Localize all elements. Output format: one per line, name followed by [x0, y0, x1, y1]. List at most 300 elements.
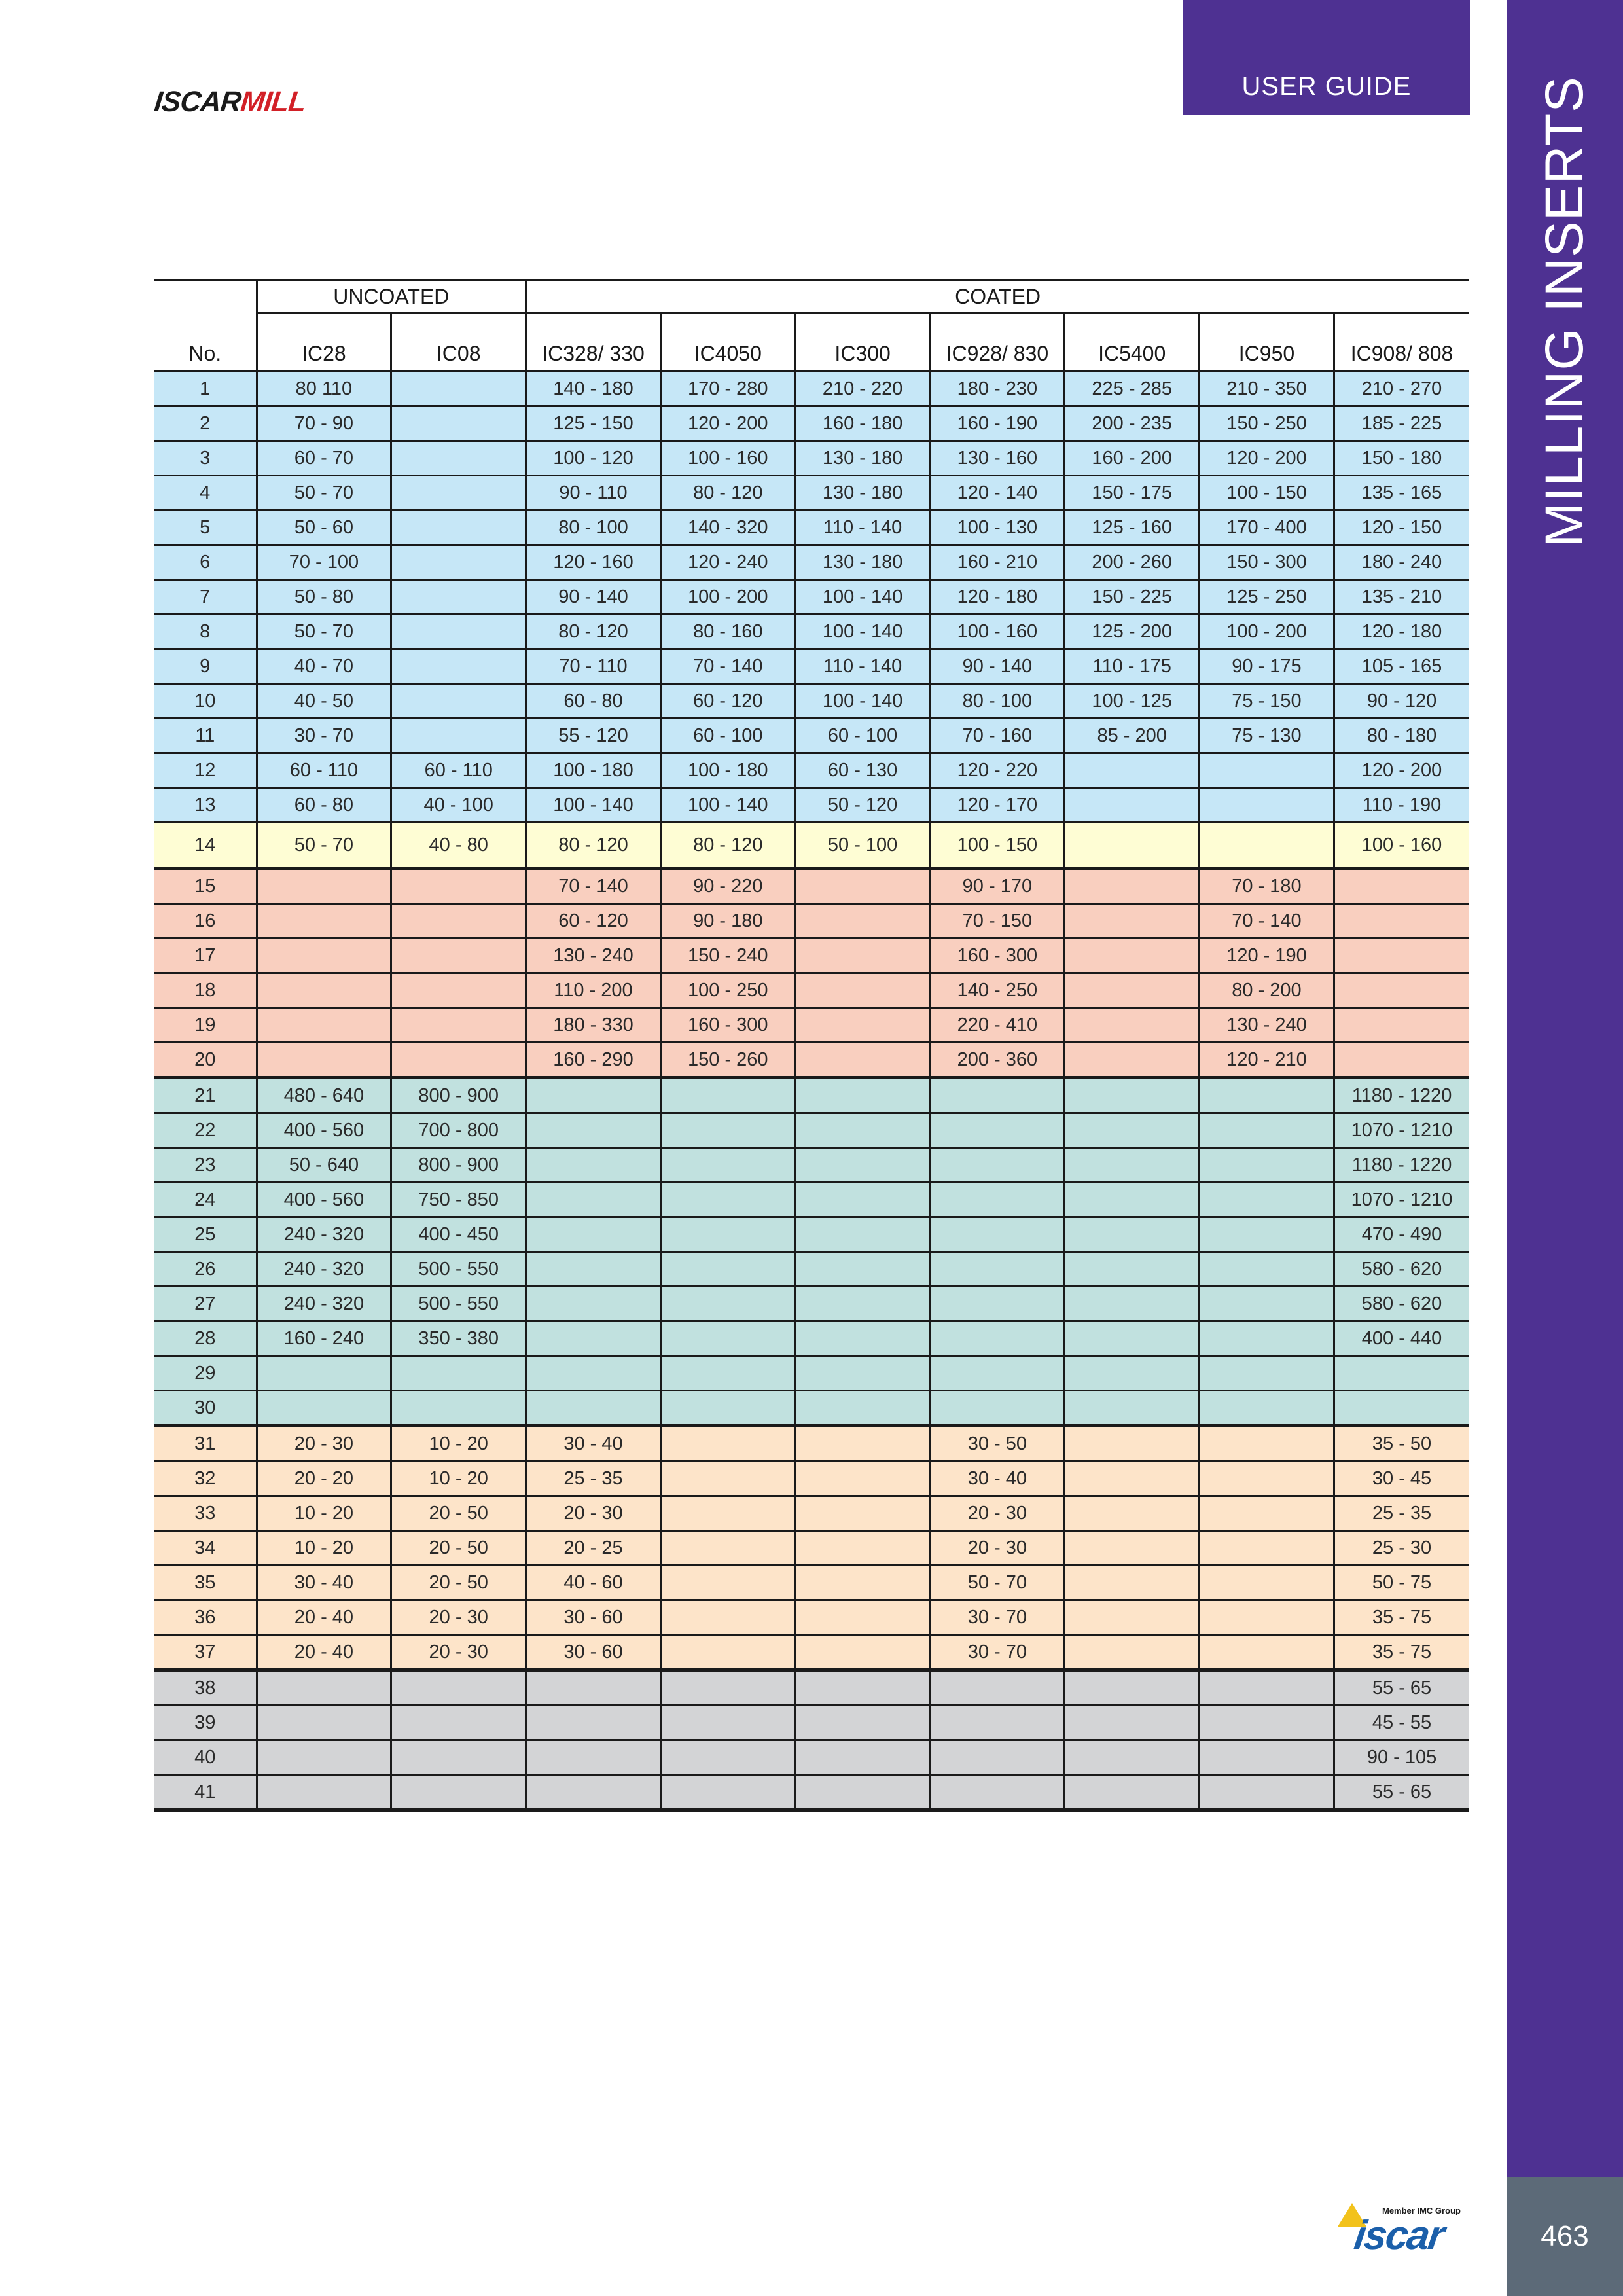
speed-range-cell: 580 - 620 [1334, 1252, 1469, 1287]
speed-range-cell: 150 - 175 [1065, 476, 1200, 511]
row-number-cell: 24 [154, 1183, 257, 1217]
speed-range-cell: 60 - 120 [526, 904, 661, 939]
speed-range-cell: 100 - 130 [930, 511, 1065, 545]
speed-range-cell: 30 - 70 [930, 1600, 1065, 1635]
speed-range-cell [795, 1008, 930, 1043]
speed-range-cell: 30 - 50 [930, 1426, 1065, 1462]
speed-range-cell: 110 - 140 [795, 649, 930, 684]
speed-range-cell: 160 - 190 [930, 406, 1065, 441]
row-number-cell: 13 [154, 788, 257, 823]
row-number-cell: 28 [154, 1321, 257, 1356]
row-number-cell: 1 [154, 371, 257, 406]
speed-range-cell: 80 - 120 [526, 615, 661, 649]
speed-range-cell: 90 - 140 [526, 580, 661, 615]
table-row [154, 823, 1469, 869]
member-imc-text: Member IMC Group [1382, 2206, 1461, 2215]
speed-range-cell [795, 1775, 930, 1810]
row-number-cell: 34 [154, 1531, 257, 1566]
row-number-cell: 2 [154, 406, 257, 441]
speed-range-cell [1065, 1496, 1200, 1531]
speed-range-cell: 10 - 20 [391, 1426, 526, 1462]
speed-range-cell: 100 - 180 [660, 753, 795, 788]
speed-range-cell: 125 - 160 [1065, 511, 1200, 545]
speed-range-cell [391, 649, 526, 684]
speed-range-cell [660, 1740, 795, 1775]
speed-range-cell: 50 - 70 [257, 823, 391, 869]
row-number-cell: 26 [154, 1252, 257, 1287]
speed-range-cell [391, 1391, 526, 1426]
table-row [154, 1462, 1469, 1496]
speed-range-cell: 130 - 180 [795, 545, 930, 580]
sidebar-title-box [1507, 0, 1623, 547]
speed-range-cell [1200, 1078, 1334, 1113]
speed-range-cell: 140 - 180 [526, 371, 661, 406]
speed-range-cell [391, 904, 526, 939]
speed-range-cell: 120 - 220 [930, 753, 1065, 788]
speed-range-cell [1200, 1566, 1334, 1600]
speed-range-cell [795, 1113, 930, 1148]
speed-range-cell [1200, 1321, 1334, 1356]
speed-range-cell [930, 1321, 1065, 1356]
speed-range-cell [391, 545, 526, 580]
speed-range-cell [1200, 1670, 1334, 1706]
speed-range-cell: 50 - 60 [257, 511, 391, 545]
speed-range-cell: 70 - 160 [930, 719, 1065, 753]
speed-range-cell: 135 - 165 [1334, 476, 1469, 511]
speed-range-cell: 135 - 210 [1334, 580, 1469, 615]
column-header-grade: IC300 [795, 313, 930, 372]
speed-range-cell: 100 - 140 [526, 788, 661, 823]
speed-range-cell [660, 1183, 795, 1217]
speed-range-cell [795, 973, 930, 1008]
speed-range-cell [1065, 1775, 1200, 1810]
column-header-grade: IC328/ 330 [526, 313, 661, 372]
speed-range-cell: 100 - 160 [660, 441, 795, 476]
speed-range-cell [660, 1321, 795, 1356]
speed-range-cell [1200, 1391, 1334, 1426]
speed-range-cell: 10 - 20 [391, 1462, 526, 1496]
speed-range-cell [930, 1148, 1065, 1183]
speed-range-cell [660, 1078, 795, 1113]
speed-range-cell: 90 - 175 [1200, 649, 1334, 684]
speed-range-cell [1200, 788, 1334, 823]
speed-range-cell [795, 1600, 930, 1635]
speed-range-cell: 70 - 90 [257, 406, 391, 441]
speed-range-cell: 120 - 200 [660, 406, 795, 441]
speed-range-cell [1200, 1426, 1334, 1462]
speed-range-cell [1200, 1600, 1334, 1635]
speed-range-cell: 750 - 850 [391, 1183, 526, 1217]
speed-range-cell [526, 1321, 661, 1356]
speed-range-cell [795, 1183, 930, 1217]
speed-range-cell [1065, 1008, 1200, 1043]
speed-range-cell: 20 - 50 [391, 1496, 526, 1531]
speed-range-cell [1065, 869, 1200, 904]
speed-range-cell: 80 - 100 [526, 511, 661, 545]
speed-range-cell: 30 - 70 [257, 719, 391, 753]
table-row [154, 1008, 1469, 1043]
speed-range-cell [660, 1252, 795, 1287]
speed-range-cell [1065, 1740, 1200, 1775]
row-number-cell: 16 [154, 904, 257, 939]
speed-range-cell [1065, 1391, 1200, 1426]
speed-range-cell [795, 1740, 930, 1775]
speed-range-cell [1200, 1462, 1334, 1496]
speed-range-cell: 180 - 230 [930, 371, 1065, 406]
speed-range-cell: 30 - 40 [257, 1566, 391, 1600]
speed-range-cell: 110 - 140 [795, 511, 930, 545]
speed-range-cell: 80 - 100 [930, 684, 1065, 719]
row-number-cell: 11 [154, 719, 257, 753]
speed-range-cell [1334, 904, 1469, 939]
speed-range-cell [930, 1078, 1065, 1113]
row-number-cell: 21 [154, 1078, 257, 1113]
table-row [154, 1321, 1469, 1356]
speed-range-cell: 100 - 160 [1334, 823, 1469, 869]
speed-range-cell: 30 - 45 [1334, 1462, 1469, 1496]
row-number-cell: 30 [154, 1391, 257, 1426]
speed-range-cell [1200, 1740, 1334, 1775]
speed-range-cell [1065, 1148, 1200, 1183]
speed-range-cell [391, 511, 526, 545]
speed-range-cell [930, 1183, 1065, 1217]
speed-range-cell: 20 - 30 [257, 1426, 391, 1462]
speed-range-cell: 120 - 180 [930, 580, 1065, 615]
speed-range-cell [660, 1706, 795, 1740]
group-header-row [154, 280, 1469, 313]
table-row [154, 1148, 1469, 1183]
speed-range-cell: 1180 - 1220 [1334, 1148, 1469, 1183]
speed-range-cell [1065, 1426, 1200, 1462]
speed-range-cell: 90 - 170 [930, 869, 1065, 904]
table-row [154, 371, 1469, 406]
speed-range-cell: 70 - 140 [1200, 904, 1334, 939]
speed-range-cell: 35 - 75 [1334, 1635, 1469, 1670]
speed-range-cell [660, 1148, 795, 1183]
user-guide-tab [1183, 0, 1470, 115]
speed-range-cell [391, 1043, 526, 1078]
table-row [154, 1287, 1469, 1321]
speed-range-cell [391, 684, 526, 719]
speed-range-cell: 100 - 180 [526, 753, 661, 788]
speed-range-cell [1065, 1252, 1200, 1287]
speed-range-cell: 170 - 400 [1200, 511, 1334, 545]
speed-range-cell: 210 - 270 [1334, 371, 1469, 406]
speed-range-cell [391, 615, 526, 649]
speed-range-cell [1065, 753, 1200, 788]
speed-range-cell: 150 - 260 [660, 1043, 795, 1078]
iscar-brand-logo: iscar [1351, 2213, 1446, 2258]
column-header-grade: IC28 [257, 313, 391, 372]
speed-range-cell [1065, 1531, 1200, 1566]
speed-range-cell [1065, 1321, 1200, 1356]
row-number-cell: 6 [154, 545, 257, 580]
speed-range-cell: 120 - 200 [1334, 753, 1469, 788]
speed-range-cell: 70 - 150 [930, 904, 1065, 939]
column-header-grade: IC908/ 808 [1334, 313, 1469, 372]
row-number-cell: 19 [154, 1008, 257, 1043]
speed-range-cell: 100 - 125 [1065, 684, 1200, 719]
speed-range-cell: 1070 - 1210 [1334, 1113, 1469, 1148]
speed-range-cell: 120 - 160 [526, 545, 661, 580]
speed-range-cell: 140 - 250 [930, 973, 1065, 1008]
table-row [154, 1706, 1469, 1740]
speed-range-cell: 120 - 200 [1200, 441, 1334, 476]
speed-range-cell: 70 - 140 [660, 649, 795, 684]
speed-range-cell [1200, 823, 1334, 869]
speed-range-cell: 160 - 290 [526, 1043, 661, 1078]
row-number-cell: 33 [154, 1496, 257, 1531]
speed-range-cell [1065, 1462, 1200, 1496]
speed-range-cell [930, 1740, 1065, 1775]
speed-range-cell [391, 869, 526, 904]
speed-range-cell [526, 1287, 661, 1321]
speed-range-cell [257, 1356, 391, 1391]
speed-range-cell: 50 - 70 [257, 615, 391, 649]
speed-range-cell [391, 1775, 526, 1810]
speed-range-cell: 80 - 120 [660, 823, 795, 869]
speed-range-cell [257, 904, 391, 939]
speed-range-cell [526, 1183, 661, 1217]
speed-range-cell: 120 - 190 [1200, 939, 1334, 973]
speed-range-cell: 90 - 110 [526, 476, 661, 511]
row-number-cell: 4 [154, 476, 257, 511]
speed-range-cell: 55 - 65 [1334, 1670, 1469, 1706]
table-row [154, 904, 1469, 939]
speed-range-cell [1334, 939, 1469, 973]
speed-range-cell: 130 - 240 [526, 939, 661, 973]
table-row [154, 545, 1469, 580]
table-row [154, 1635, 1469, 1670]
speed-range-cell: 60 - 100 [795, 719, 930, 753]
speed-range-cell [795, 904, 930, 939]
speed-range-cell: 100 - 140 [795, 684, 930, 719]
speed-range-cell [391, 580, 526, 615]
speed-range-cell [1200, 753, 1334, 788]
speed-range-cell: 20 - 50 [391, 1566, 526, 1600]
speed-range-cell: 80 - 200 [1200, 973, 1334, 1008]
speed-range-cell: 100 - 150 [930, 823, 1065, 869]
speed-range-cell [795, 1566, 930, 1600]
speed-range-cell [1065, 1078, 1200, 1113]
group-header-coated: COATED [526, 280, 1469, 313]
speed-range-cell: 400 - 450 [391, 1217, 526, 1252]
speed-range-cell: 1180 - 1220 [1334, 1078, 1469, 1113]
speed-range-cell: 100 - 120 [526, 441, 661, 476]
speed-range-cell: 90 - 180 [660, 904, 795, 939]
group-header-blank [154, 280, 257, 313]
sidebar-title: MILLING INSERTS [1535, 76, 1594, 547]
speed-range-cell: 160 - 200 [1065, 441, 1200, 476]
table-row [154, 406, 1469, 441]
speed-range-cell: 125 - 150 [526, 406, 661, 441]
row-number-cell: 41 [154, 1775, 257, 1810]
speed-range-cell: 480 - 640 [257, 1078, 391, 1113]
speed-range-cell [930, 1775, 1065, 1810]
speed-range-cell [1200, 1531, 1334, 1566]
speed-range-cell: 40 - 80 [391, 823, 526, 869]
speed-range-cell: 210 - 350 [1200, 371, 1334, 406]
speed-range-cell: 80 - 120 [526, 823, 661, 869]
row-number-cell: 18 [154, 973, 257, 1008]
speed-range-cell [391, 406, 526, 441]
speed-range-cell [795, 869, 930, 904]
table-body [154, 371, 1469, 1810]
speed-range-cell [660, 1566, 795, 1600]
row-number-cell: 32 [154, 1462, 257, 1496]
speed-range-cell: 350 - 380 [391, 1321, 526, 1356]
speed-range-cell [1200, 1252, 1334, 1287]
speed-range-cell: 580 - 620 [1334, 1287, 1469, 1321]
speed-range-cell: 35 - 50 [1334, 1426, 1469, 1462]
speed-range-cell [1065, 1566, 1200, 1600]
speed-range-cell: 100 - 140 [660, 788, 795, 823]
speed-range-cell: 90 - 140 [930, 649, 1065, 684]
table-row [154, 476, 1469, 511]
speed-range-cell: 80 110 [257, 371, 391, 406]
speed-range-cell: 180 - 330 [526, 1008, 661, 1043]
speed-range-cell: 500 - 550 [391, 1252, 526, 1287]
speed-range-cell: 90 - 105 [1334, 1740, 1469, 1775]
speed-range-cell: 55 - 120 [526, 719, 661, 753]
speed-range-cell: 20 - 30 [930, 1531, 1065, 1566]
speed-range-cell [795, 1670, 930, 1706]
speed-range-cell [660, 1775, 795, 1810]
row-number-cell: 23 [154, 1148, 257, 1183]
speed-range-cell: 100 - 150 [1200, 476, 1334, 511]
row-number-cell: 5 [154, 511, 257, 545]
speed-range-cell [391, 441, 526, 476]
row-number-cell: 29 [154, 1356, 257, 1391]
table-row [154, 1252, 1469, 1287]
speed-range-cell: 160 - 300 [660, 1008, 795, 1043]
speed-range-cell: 80 - 180 [1334, 719, 1469, 753]
speed-range-cell [660, 1531, 795, 1566]
speed-range-cell: 120 - 210 [1200, 1043, 1334, 1078]
row-number-cell: 27 [154, 1287, 257, 1321]
speed-range-cell [1200, 1706, 1334, 1740]
speed-range-cell: 50 - 120 [795, 788, 930, 823]
speed-range-cell [1065, 904, 1200, 939]
speed-range-cell: 130 - 180 [795, 476, 930, 511]
speed-range-cell: 240 - 320 [257, 1287, 391, 1321]
speed-range-cell [257, 1008, 391, 1043]
speed-range-cell: 70 - 140 [526, 869, 661, 904]
row-number-cell: 8 [154, 615, 257, 649]
speed-range-cell [1334, 973, 1469, 1008]
speed-range-cell [257, 1670, 391, 1706]
speed-range-cell [660, 1462, 795, 1496]
speed-range-cell [391, 973, 526, 1008]
speed-range-cell: 70 - 100 [257, 545, 391, 580]
speed-range-cell: 160 - 210 [930, 545, 1065, 580]
row-number-cell: 31 [154, 1426, 257, 1462]
table-row [154, 580, 1469, 615]
speed-range-cell [795, 1252, 930, 1287]
row-number-cell: 39 [154, 1706, 257, 1740]
speed-range-cell [1065, 1043, 1200, 1078]
speed-range-cell: 60 - 100 [660, 719, 795, 753]
speed-range-cell: 100 - 250 [660, 973, 795, 1008]
speed-range-cell [391, 1670, 526, 1706]
speed-range-cell: 70 - 110 [526, 649, 661, 684]
speed-range-cell: 90 - 120 [1334, 684, 1469, 719]
speed-range-cell: 150 - 180 [1334, 441, 1469, 476]
speed-range-cell [1200, 1496, 1334, 1531]
speed-range-cell: 20 - 50 [391, 1531, 526, 1566]
speed-range-cell: 400 - 560 [257, 1183, 391, 1217]
speed-range-cell: 55 - 65 [1334, 1775, 1469, 1810]
speed-range-cell: 1070 - 1210 [1334, 1183, 1469, 1217]
table-row [154, 615, 1469, 649]
speed-range-cell [391, 939, 526, 973]
speed-range-cell [795, 1217, 930, 1252]
speed-range-cell: 130 - 160 [930, 441, 1065, 476]
speed-range-cell [391, 476, 526, 511]
speed-range-cell [257, 1391, 391, 1426]
speed-range-cell [660, 1356, 795, 1391]
speed-range-cell: 140 - 320 [660, 511, 795, 545]
speed-range-cell: 120 - 170 [930, 788, 1065, 823]
row-number-cell: 38 [154, 1670, 257, 1706]
speed-range-cell [930, 1113, 1065, 1148]
speed-range-cell: 50 - 70 [257, 476, 391, 511]
speed-range-cell: 160 - 180 [795, 406, 930, 441]
table-row [154, 788, 1469, 823]
speed-range-cell: 240 - 320 [257, 1217, 391, 1252]
speed-range-cell: 30 - 40 [930, 1462, 1065, 1496]
speed-range-cell [660, 1391, 795, 1426]
logo-part-mill: MILL [239, 86, 308, 118]
table-row [154, 1113, 1469, 1148]
table-row [154, 869, 1469, 904]
speed-range-cell: 800 - 900 [391, 1078, 526, 1113]
speed-range-cell [526, 1252, 661, 1287]
speed-range-cell [795, 1356, 930, 1391]
speed-range-cell: 110 - 200 [526, 973, 661, 1008]
speed-range-cell: 10 - 20 [257, 1496, 391, 1531]
page-number-box [1507, 2177, 1623, 2296]
speed-range-cell [1334, 869, 1469, 904]
speed-range-cell [930, 1217, 1065, 1252]
cutting-speed-table [154, 279, 1469, 1812]
speed-range-cell [526, 1217, 661, 1252]
speed-range-cell [526, 1670, 661, 1706]
speed-range-cell: 40 - 60 [526, 1566, 661, 1600]
speed-range-cell: 50 - 640 [257, 1148, 391, 1183]
table-row [154, 719, 1469, 753]
speed-range-cell [930, 1670, 1065, 1706]
speed-range-cell [795, 1287, 930, 1321]
speed-range-cell: 200 - 235 [1065, 406, 1200, 441]
speed-range-cell: 100 - 200 [660, 580, 795, 615]
speed-range-cell: 125 - 250 [1200, 580, 1334, 615]
speed-range-cell: 40 - 100 [391, 788, 526, 823]
speed-range-cell [1065, 823, 1200, 869]
speed-range-cell [391, 1356, 526, 1391]
speed-range-cell [1065, 1217, 1200, 1252]
speed-range-cell [1200, 1183, 1334, 1217]
speed-range-cell: 100 - 140 [795, 580, 930, 615]
speed-range-cell: 200 - 260 [1065, 545, 1200, 580]
speed-range-cell [930, 1391, 1065, 1426]
speed-range-cell: 400 - 440 [1334, 1321, 1469, 1356]
speed-range-cell [257, 1740, 391, 1775]
speed-range-cell: 20 - 40 [257, 1600, 391, 1635]
speed-range-cell [391, 371, 526, 406]
speed-range-cell [526, 1706, 661, 1740]
speed-range-cell [526, 1356, 661, 1391]
